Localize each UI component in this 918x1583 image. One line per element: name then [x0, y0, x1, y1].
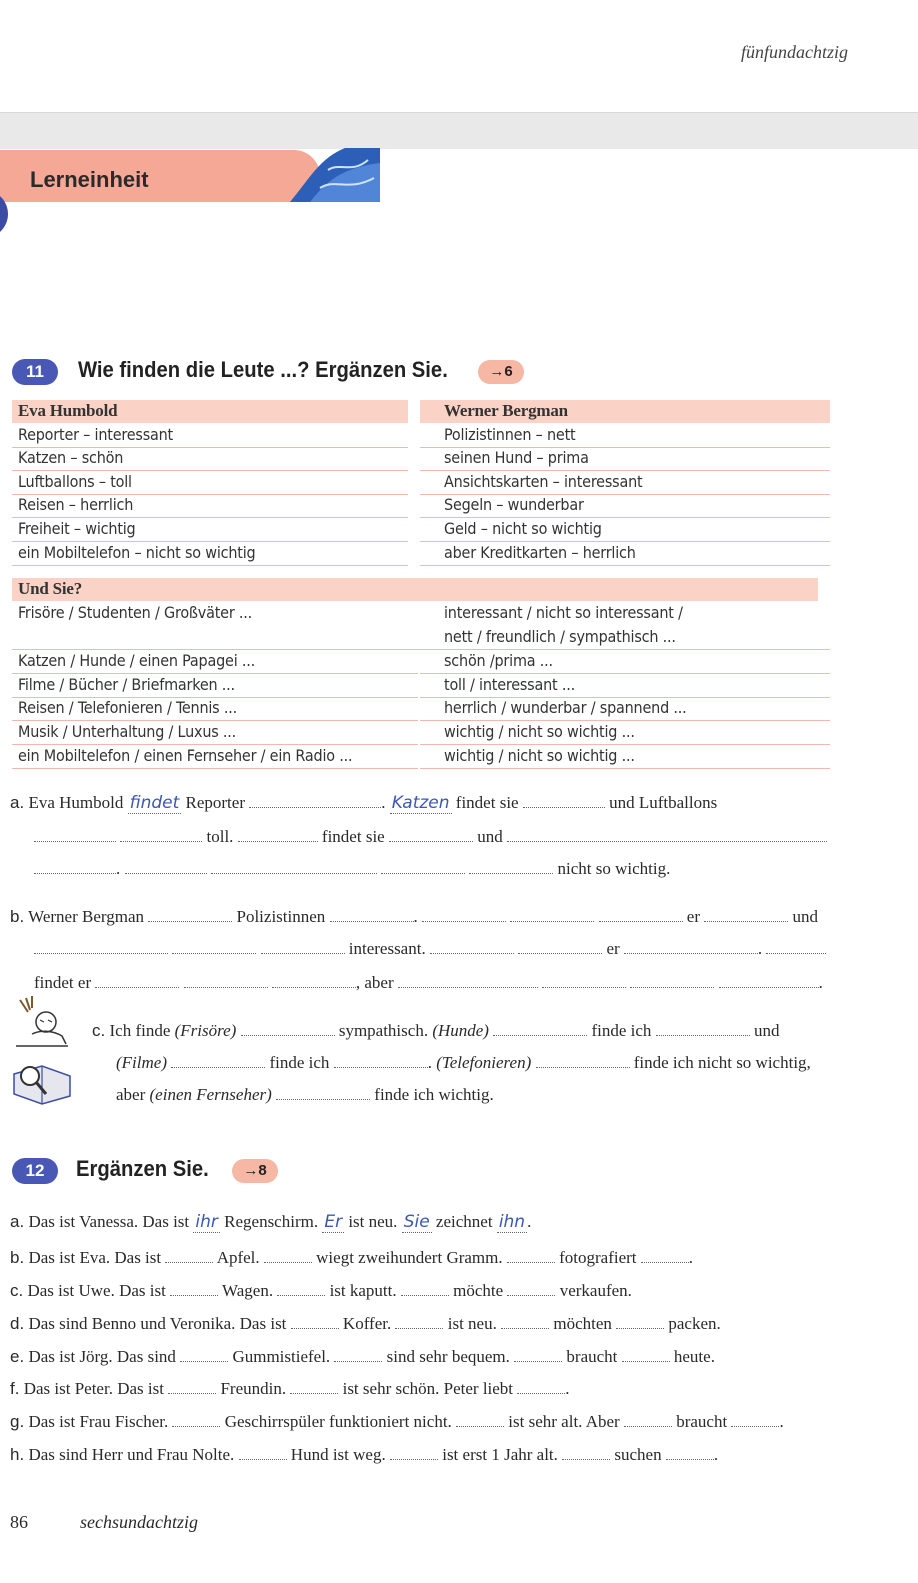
- table-row: seinen Hund – prima: [420, 447, 830, 471]
- answer-blank[interactable]: [389, 825, 473, 842]
- table-row: Filme / Bücher / Briefmarken ...: [12, 674, 418, 698]
- exercise-11b-line1: b. Werner Bergman Polizistinnen . er und: [10, 907, 818, 926]
- answer-blank[interactable]: [291, 1312, 339, 1329]
- exercise-12d: d. Das sind Benno und Veronika. Das ist Koffer. ist neu. möchten packen.: [10, 1314, 721, 1333]
- answer-sie[interactable]: Sie: [403, 1212, 430, 1232]
- answer-blank[interactable]: [170, 1279, 218, 1296]
- answer-blank[interactable]: [656, 1019, 750, 1036]
- book-magnifier-icon: [8, 1062, 74, 1106]
- table-row: Polizistinnen – nett: [420, 424, 830, 448]
- table-row: Reisen – herrlich: [12, 494, 408, 518]
- exercise-11b-line2: interessant. er .: [34, 937, 826, 959]
- answer-blank[interactable]: [704, 905, 788, 922]
- answer-blank[interactable]: [249, 791, 381, 808]
- exercise-11c-line2: (Filme) finde ich . (Telefonieren) finde ich nicht so wichtig,: [116, 1053, 811, 1072]
- answer-blank[interactable]: [390, 1443, 438, 1460]
- table-row: Katzen / Hunde / einen Papagei ...: [12, 650, 418, 674]
- answer-blank[interactable]: [95, 971, 179, 988]
- table-row: Reporter – interessant: [12, 424, 408, 448]
- exercise-12e: e. Das ist Jörg. Das sind Gummistiefel. sind sehr bequem. braucht heute.: [10, 1347, 715, 1366]
- table-row: ein Mobiltelefon – nicht so wichtig: [12, 542, 408, 566]
- lerneinheit-label: Lerneinheit: [30, 167, 149, 192]
- exercise-12c: c. Das ist Uwe. Das ist Wagen. ist kaputt. möchte verkaufen.: [10, 1281, 632, 1300]
- answer-blank[interactable]: [507, 825, 827, 842]
- answer-blank[interactable]: [401, 1279, 449, 1296]
- answer-blank[interactable]: [34, 937, 168, 954]
- answer-blank[interactable]: [34, 857, 116, 874]
- answer-blank[interactable]: [542, 971, 626, 988]
- answer-blank[interactable]: [523, 791, 605, 808]
- answer-findet[interactable]: findet: [129, 793, 180, 813]
- exercise-11b-line3: findet er , aber .: [34, 973, 823, 992]
- answer-blank[interactable]: [536, 1051, 630, 1068]
- exercise-11a-line1: a. Eva Humbold findet Reporter . Katzen findet sie und Luftballons: [10, 793, 718, 813]
- answer-ihn[interactable]: ihn: [498, 1212, 526, 1232]
- answer-blank[interactable]: [184, 971, 268, 988]
- exercise-12-ref-badge: →8: [232, 1159, 278, 1183]
- answer-blank[interactable]: [641, 1246, 689, 1263]
- person-thinking-icon: [12, 994, 72, 1050]
- answer-blank[interactable]: [731, 1410, 779, 1427]
- exercise-11c-line1: c. Ich finde (Frisöre) sympathisch. (Hunde) finde ich und: [92, 1021, 780, 1040]
- answer-blank[interactable]: [398, 971, 538, 988]
- table-row: Reisen / Telefonieren / Tennis ...: [12, 697, 418, 721]
- answer-blank[interactable]: [334, 1051, 428, 1068]
- table-row: Freiheit – wichtig: [12, 518, 408, 542]
- water-wave-icon: [290, 148, 380, 202]
- answer-blank[interactable]: [290, 1377, 338, 1394]
- exercise-11a-line3: . nicht so wichtig.: [34, 857, 670, 879]
- table-row: Geld – nicht so wichtig: [420, 518, 830, 542]
- answer-blank[interactable]: [148, 905, 232, 922]
- answer-blank[interactable]: [507, 1246, 555, 1263]
- exercise-12f: f. Das ist Peter. Das ist Freundin. ist sehr schön. Peter liebt .: [10, 1379, 570, 1398]
- answer-er[interactable]: Er: [324, 1212, 343, 1232]
- answer-blank[interactable]: [272, 971, 356, 988]
- answer-blank[interactable]: [381, 857, 465, 874]
- page-number-word: sechsundachtzig: [80, 1512, 198, 1532]
- table-row: wichtig / nicht so wichtig ...: [420, 721, 830, 745]
- exercise-12-number: 12: [12, 1158, 58, 1184]
- answer-blank[interactable]: [766, 937, 826, 954]
- table-row: Segeln – wunderbar: [420, 494, 830, 518]
- answer-blank[interactable]: [172, 1410, 220, 1427]
- answer-blank[interactable]: [165, 1246, 213, 1263]
- answer-blank[interactable]: [261, 937, 345, 954]
- answer-blank[interactable]: [599, 905, 683, 922]
- exercise-11-number: 11: [12, 359, 58, 385]
- answer-blank[interactable]: [622, 1345, 670, 1362]
- answer-blank[interactable]: [422, 905, 506, 922]
- table-head-werner: Werner Bergman: [420, 400, 830, 423]
- exercise-12b: b. Das ist Eva. Das ist Apfel. wiegt zweihundert Gramm. fotografiert .: [10, 1248, 694, 1267]
- table-row: Katzen – schön: [12, 447, 408, 471]
- table-head-und-sie: Und Sie?: [12, 578, 818, 601]
- answer-blank[interactable]: [395, 1312, 443, 1329]
- answer-blank[interactable]: [719, 971, 819, 988]
- answer-blank[interactable]: [34, 825, 116, 842]
- header-band: [0, 112, 918, 149]
- answer-blank[interactable]: [276, 1083, 370, 1100]
- answer-blank[interactable]: [334, 1345, 382, 1362]
- exercise-12g: g. Das ist Frau Fischer. Geschirrspüler funktioniert nicht. ist sehr alt. Aber braucht .: [10, 1412, 784, 1431]
- exercise-12a: a. Das ist Vanessa. Das ist ihr Regenschirm. Er ist neu. Sie zeichnet ihn .: [10, 1212, 532, 1232]
- answer-blank[interactable]: [172, 937, 256, 954]
- answer-blank[interactable]: [624, 1410, 672, 1427]
- table-row: ein Mobiltelefon / einen Fernseher / ein Radio ...: [12, 745, 418, 769]
- answer-blank[interactable]: [125, 857, 207, 874]
- answer-blank[interactable]: [171, 1051, 265, 1068]
- table-row-divider: [12, 626, 420, 650]
- table-row: schön /prima ...: [420, 650, 830, 674]
- table-row: aber Kreditkarten – herrlich: [420, 542, 830, 566]
- answer-blank[interactable]: [277, 1279, 325, 1296]
- answer-blank[interactable]: [507, 1279, 555, 1296]
- table-row: wichtig / nicht so wichtig ...: [420, 745, 830, 769]
- answer-ihr[interactable]: ihr: [195, 1212, 218, 1232]
- answer-blank[interactable]: [241, 1019, 335, 1036]
- answer-blank[interactable]: [493, 1019, 587, 1036]
- answer-blank[interactable]: [630, 971, 714, 988]
- answer-blank[interactable]: [666, 1443, 714, 1460]
- answer-blank[interactable]: [501, 1312, 549, 1329]
- answer-blank[interactable]: [238, 825, 318, 842]
- answer-blank[interactable]: [456, 1410, 504, 1427]
- table-row: toll / interessant ...: [420, 674, 830, 698]
- answer-blank[interactable]: [180, 1345, 228, 1362]
- answer-blank[interactable]: [624, 937, 758, 954]
- exercise-11-title: Wie finden die Leute ...? Ergänzen Sie.: [78, 357, 448, 382]
- answer-blank[interactable]: [616, 1312, 664, 1329]
- exercise-12-title: Ergänzen Sie.: [76, 1156, 209, 1181]
- answer-blank[interactable]: [518, 937, 602, 954]
- answer-blank[interactable]: [120, 825, 202, 842]
- table-row: Ansichtskarten – interessant: [420, 471, 830, 495]
- table-row: Frisöre / Studenten / Großväter ...: [18, 603, 253, 622]
- exercise-11a-line2: toll. findet sie und: [34, 825, 827, 847]
- answer-blank[interactable]: [264, 1246, 312, 1263]
- answer-blank[interactable]: [510, 905, 594, 922]
- table-row: interessant / nicht so interessant /: [444, 603, 683, 622]
- table-head-eva: Eva Humbold: [12, 400, 408, 423]
- answer-blank[interactable]: [330, 905, 414, 922]
- answer-katzen[interactable]: Katzen: [391, 793, 450, 813]
- exercise-11-ref-badge: →6: [478, 360, 524, 384]
- table-row: Musik / Unterhaltung / Luxus ...: [12, 721, 418, 745]
- answer-blank[interactable]: [562, 1443, 610, 1460]
- exercise-11c-line3: aber (einen Fernseher) finde ich wichtig.: [116, 1085, 494, 1104]
- table-row: herrlich / wunderbar / spannend ...: [420, 697, 830, 721]
- page-number: 86: [10, 1512, 28, 1532]
- answer-blank[interactable]: [430, 937, 514, 954]
- table-row: nett / freundlich / sympathisch ...: [420, 626, 830, 650]
- answer-blank[interactable]: [168, 1377, 216, 1394]
- answer-blank[interactable]: [517, 1377, 565, 1394]
- page-number-word-top: fünfundachtzig: [741, 42, 848, 62]
- answer-blank[interactable]: [211, 857, 377, 874]
- table-row: Luftballons – toll: [12, 471, 408, 495]
- answer-blank[interactable]: [239, 1443, 287, 1460]
- exercise-12h: h. Das sind Herr und Frau Nolte. Hund ist weg. ist erst 1 Jahr alt. suchen .: [10, 1445, 719, 1464]
- answer-blank[interactable]: [514, 1345, 562, 1362]
- answer-blank[interactable]: [469, 857, 553, 874]
